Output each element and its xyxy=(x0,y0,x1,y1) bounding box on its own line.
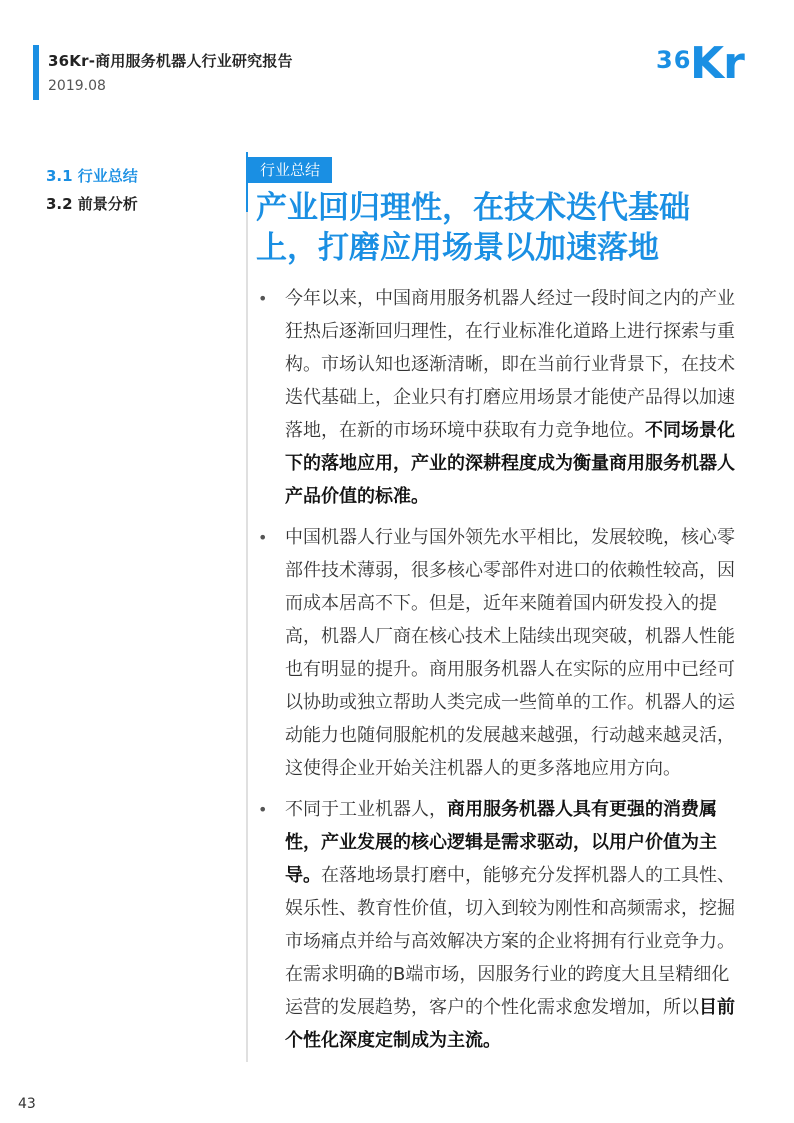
bullet-item xyxy=(258,793,738,1057)
bullet-dot-icon: • xyxy=(258,289,268,308)
header-accent-bar xyxy=(33,45,39,100)
logo-letters: Kr xyxy=(690,38,744,89)
content-divider xyxy=(246,152,248,1062)
logo-number: 36 xyxy=(656,46,692,74)
section-headline xyxy=(256,188,746,268)
bullet-emphasis-text: 商用服务机器人具有更强的消费属性，产业发展的核心逻辑是需求驱动，以用户价值为主导。 xyxy=(285,799,717,886)
bullet-item xyxy=(258,282,738,513)
section-tag: 行业总结 xyxy=(248,157,332,183)
bullet-text: 不同于工业机器人， xyxy=(285,799,447,820)
headline-line-1: 产业回归理性，在技术迭代基础 xyxy=(256,190,690,226)
bullet-dot-icon: • xyxy=(258,528,268,547)
bullet-text: 在落地场景打磨中，能够充分发挥机器人的工具性、娱乐性、教育性价值，切入到较为刚性和高频需求，挖掘市场痛点并给与高效解决方案的企业将拥有行业竞争力。在需求明确的B端市场，因服务行业的跨度大且呈精细化运营的发展趋势，客户的个性化需求愈发增加，所以 xyxy=(285,865,735,1018)
bullet-text: 中国机器人行业与国外领先水平相比，发展较晚，核心零部件技术薄弱，很多核心零部件对进口的依赖性较高，因而成本居高不下。但是，近年来随着国内研发投入的提高，机器人厂商在核心技术上陆续出现突破，机器人性能也有明显的提升。商用服务机器人在实际的应用中已经可以协助或独立帮助人类完成一些简单的工作。机器人的运动能力也随伺服舵机的发展越来越强，行动越来越灵活，这使得企业开始关注机器人的更多落地应用方向。 xyxy=(285,527,735,779)
bullet-emphasis-text: 目前个性化深度定制成为主流。 xyxy=(285,997,735,1051)
page-number: 43 xyxy=(18,1096,36,1112)
report-title: 36Kr-商用服务机器人行业研究报告 xyxy=(48,52,293,70)
bullet-item xyxy=(258,521,738,785)
toc-item-prospect-analysis[interactable]: 3.2 前景分析 xyxy=(46,195,138,213)
toc-item-industry-summary[interactable]: 3.1 行业总结 xyxy=(46,167,138,185)
36kr-logo xyxy=(656,36,772,96)
bullet-text: 今年以来，中国商用服务机器人经过一段时间之内的产业狂热后逐渐回归理性，在行业标准化道路上进行探索与重构。市场认知也逐渐清晰，即在当前行业背景下，在技术迭代基础上，企业只有打磨应用场景才能使产品得以加速落地，在新的市场环境中获取有力竞争地位。 xyxy=(285,288,735,441)
bullet-emphasis-text: 不同场景化下的落地应用，产业的深耕程度成为衡量商用服务机器人产品价值的标准。 xyxy=(285,420,735,507)
report-date: 2019.08 xyxy=(48,78,106,94)
bullet-list xyxy=(258,282,738,1065)
headline-line-2: 上，打磨应用场景以加速落地 xyxy=(256,230,659,266)
table-of-contents xyxy=(46,162,138,218)
bullet-dot-icon: • xyxy=(258,800,268,819)
